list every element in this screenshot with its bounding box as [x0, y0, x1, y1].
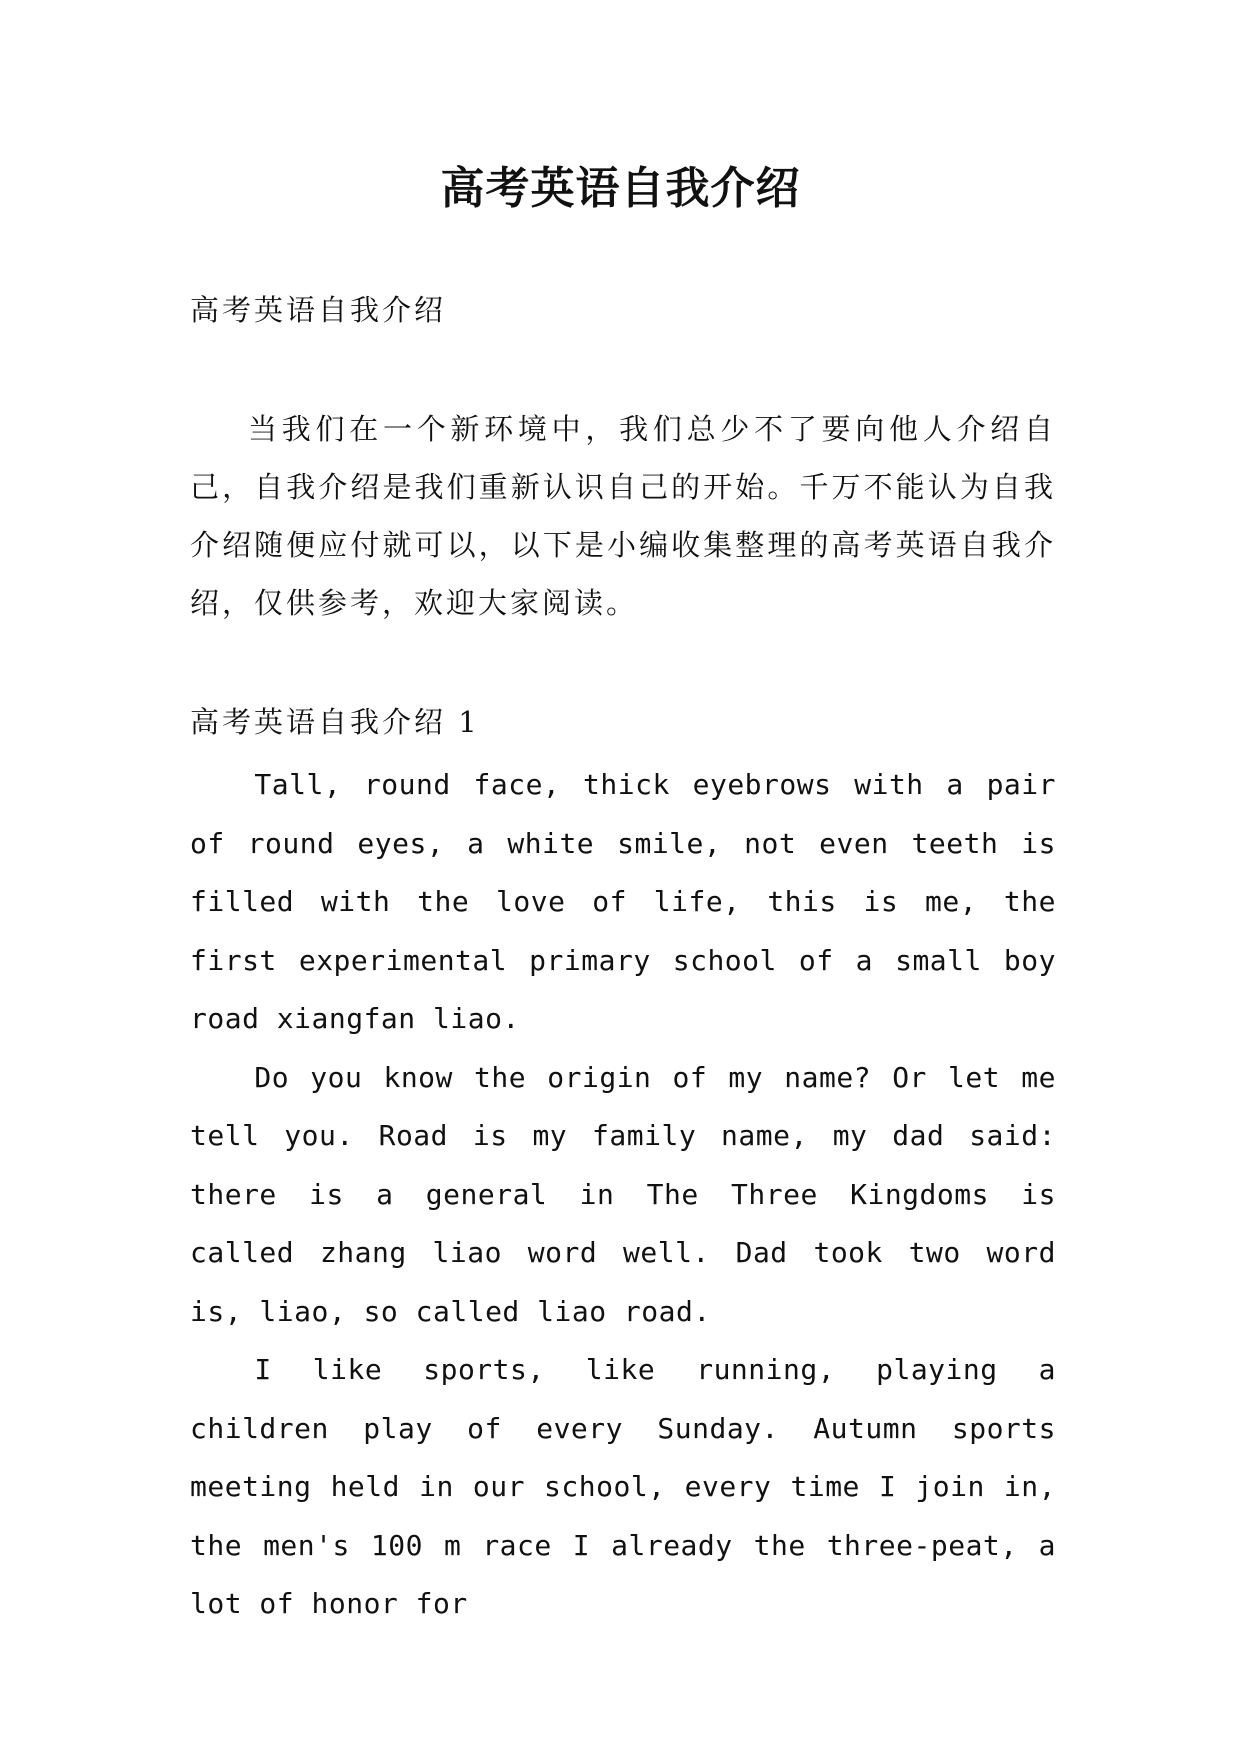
document-title: 高考英语自我介绍 [440, 163, 801, 214]
body-paragraph-1: Tall, round face, thick eyebrows with a pair of round eyes, a white smile, not even teeth is filled with the love of life, this is me, the first experimental primary school of a small boy road xiangfan liao. [190, 768, 1056, 1035]
document-subtitle: 高考英语自我介绍 [190, 293, 447, 327]
body-paragraph-2: Do you know the origin of my name? Or let me tell you. Road is my family name, my dad said: there is a general in The Three Kingdoms is called zhang liao word well. Dad took two word is, liao, so called liao road. [190, 1060, 1056, 1328]
section-heading: 高考英语自我介绍 1 [190, 705, 480, 739]
document-body [190, 290, 1056, 1634]
intro-paragraph: 当我们在一个新环境中，我们总少不了要向他人介绍自己，自我介绍是我们重新认识自己的开始。千万不能认为自我介绍随便应付就可以，以下是小编收集整理的高考英语自我介绍，仅供参考，欢迎大家阅读。 [190, 412, 1056, 620]
body-paragraph-3: I like sports, like running, playing a children play of every Sunday. Autumn sports meeting held in our school, every time I join in, the men's 100 m race I already the three-peat, a lot of honor for [190, 1353, 1056, 1620]
